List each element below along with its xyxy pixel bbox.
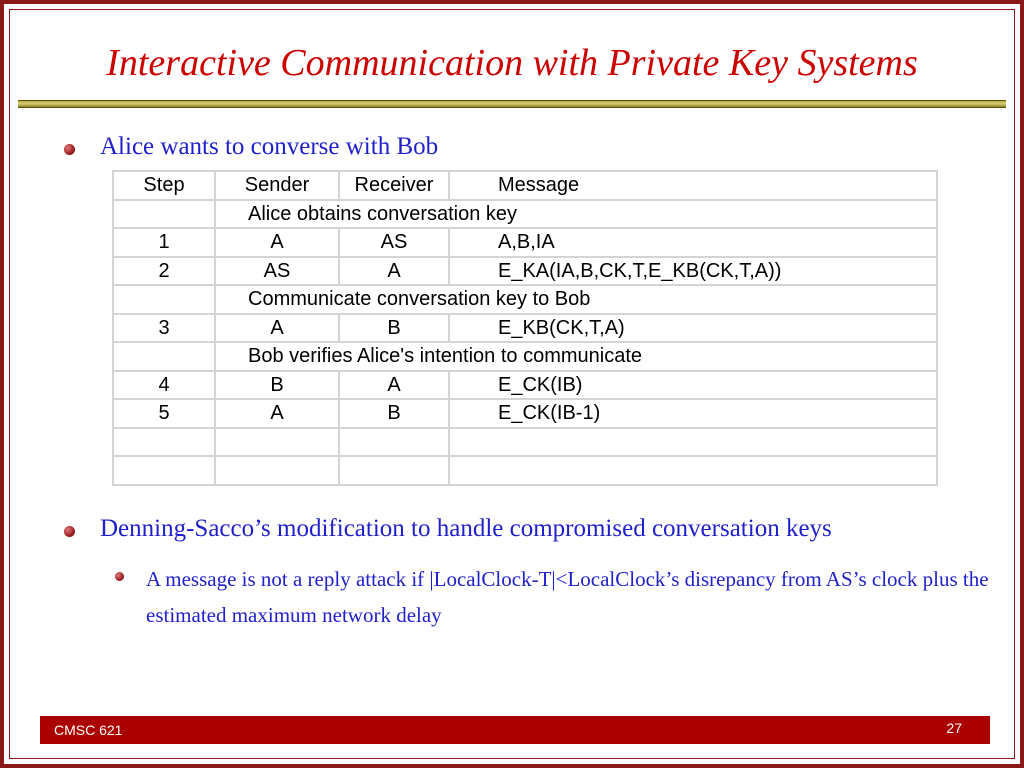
cell-receiver: B xyxy=(339,314,449,343)
header-message: Message xyxy=(449,171,937,200)
cell-step: 4 xyxy=(113,371,215,400)
bullet-icon xyxy=(64,526,75,537)
table-row xyxy=(113,456,937,485)
cell-message: E_CK(IB-1) xyxy=(449,399,937,428)
cell-receiver: AS xyxy=(339,228,449,257)
cell-receiver xyxy=(339,456,449,485)
table-row xyxy=(113,399,937,428)
cell-step xyxy=(113,200,215,229)
bullet-text-1: Alice wants to converse with Bob xyxy=(100,133,439,160)
cell-sender xyxy=(215,428,339,457)
cell-step: 2 xyxy=(113,257,215,286)
cell-phase-note: Alice obtains conversation key xyxy=(215,200,937,229)
cell-step xyxy=(113,456,215,485)
cell-sender: A xyxy=(215,228,339,257)
cell-step: 3 xyxy=(113,314,215,343)
sub-bullet-text: A message is not a reply attack if |LocalClock-T|<LocalClock’s disrepancy from AS’s clock plus the estimated maximum network delay xyxy=(146,567,989,627)
cell-sender: AS xyxy=(215,257,339,286)
cell-message: E_KB(CK,T,A) xyxy=(449,314,937,343)
bullet-icon xyxy=(64,144,75,155)
cell-step: 5 xyxy=(113,399,215,428)
table-row xyxy=(113,200,937,229)
footer-page-number: 27 xyxy=(946,720,962,736)
table-row xyxy=(113,428,937,457)
bullet-text-2: Denning-Sacco’s modification to handle compromised conversation keys xyxy=(100,515,832,542)
cell-phase-note: Communicate conversation key to Bob xyxy=(215,285,937,314)
cell-step: 1 xyxy=(113,228,215,257)
table-row xyxy=(113,257,937,286)
table-row xyxy=(113,371,937,400)
cell-receiver xyxy=(339,428,449,457)
cell-sender: B xyxy=(215,371,339,400)
cell-receiver: B xyxy=(339,399,449,428)
cell-sender: A xyxy=(215,314,339,343)
table-row xyxy=(113,314,937,343)
cell-step xyxy=(113,285,215,314)
cell-sender xyxy=(215,456,339,485)
cell-step xyxy=(113,428,215,457)
footer-bar xyxy=(40,716,990,744)
header-receiver: Receiver xyxy=(339,171,449,200)
slide-title: Interactive Communication with Private Key Systems xyxy=(106,42,918,84)
protocol-table xyxy=(112,170,938,486)
table-row xyxy=(113,285,937,314)
table-header-row xyxy=(113,171,937,200)
table-row xyxy=(113,342,937,371)
footer-course: CMSC 621 xyxy=(54,722,123,738)
cell-message: E_KA(IA,B,CK,T,E_KB(CK,T,A)) xyxy=(449,257,937,286)
table-row xyxy=(113,228,937,257)
cell-sender: A xyxy=(215,399,339,428)
title-divider xyxy=(18,100,1006,108)
cell-step xyxy=(113,342,215,371)
header-sender: Sender xyxy=(215,171,339,200)
cell-phase-note: Bob verifies Alice's intention to communicate xyxy=(215,342,937,371)
cell-receiver: A xyxy=(339,371,449,400)
cell-message xyxy=(449,428,937,457)
cell-message: E_CK(IB) xyxy=(449,371,937,400)
sub-bullet-icon xyxy=(115,572,124,581)
cell-message: A,B,IA xyxy=(449,228,937,257)
cell-receiver: A xyxy=(339,257,449,286)
cell-message xyxy=(449,456,937,485)
header-step: Step xyxy=(113,171,215,200)
